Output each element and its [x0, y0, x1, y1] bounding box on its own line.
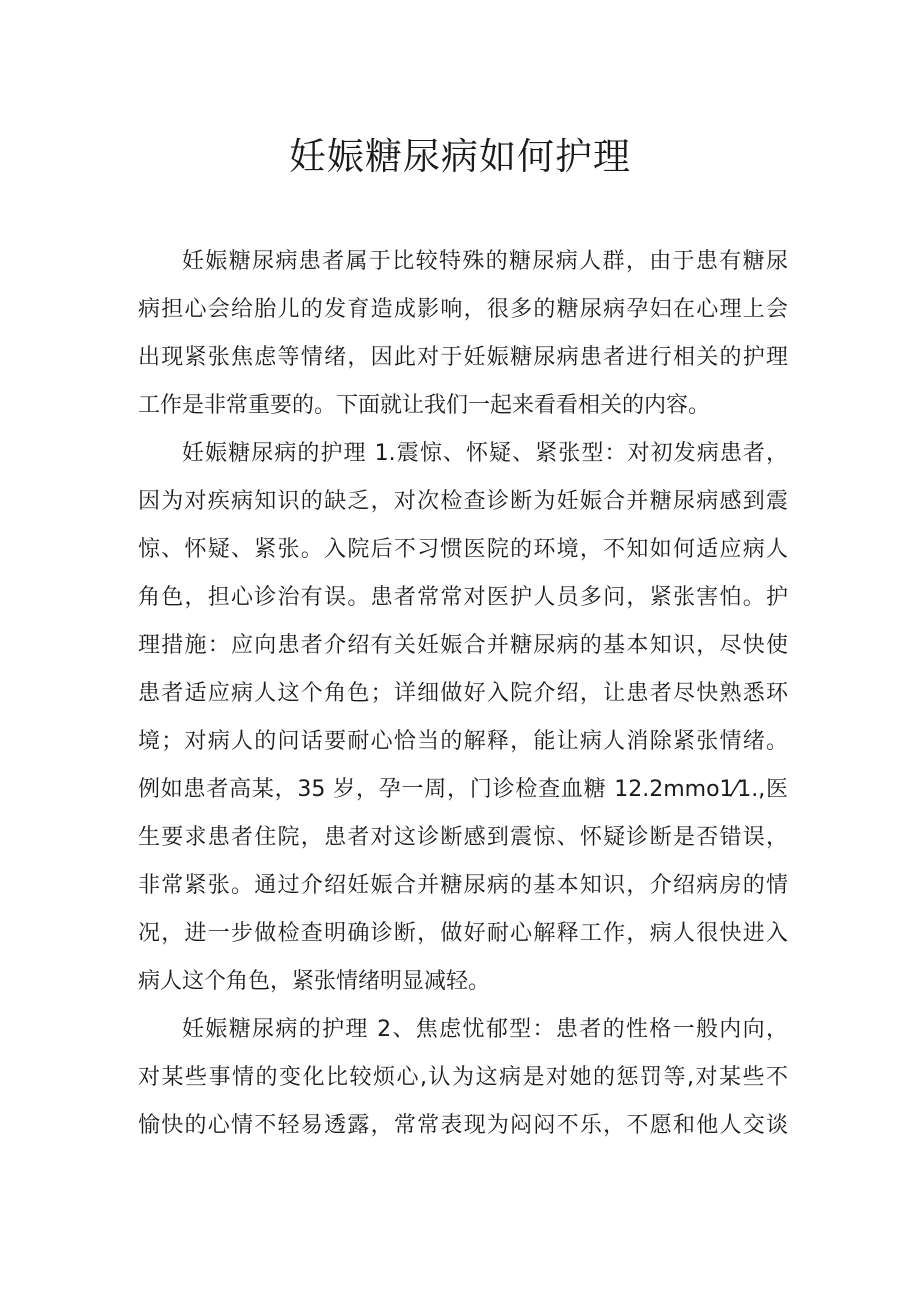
paragraph-1 — [138, 238, 788, 430]
text-line: 妊娠糖尿病的护理 2、焦虑忧郁型：患者的性格一般内向， — [182, 1017, 788, 1042]
text-line: 愉快的心情不轻易透露，常常表现为闷闷不乐，不愿和他人交谈 — [138, 1113, 788, 1138]
paragraph-3 — [138, 1006, 788, 1150]
text-line: 病担心会给胎儿的发育造成影响，很多的糖尿病孕妇在心理上会 — [138, 297, 788, 322]
text-line: 况，进一步做检查明确诊断，做好耐心解释工作，病人很快进入 — [138, 921, 788, 946]
text-line: 生要求患者住院，患者对这诊断感到震惊、怀疑诊断是否错误， — [138, 825, 788, 850]
text-line: 妊娠糖尿病患者属于比较特殊的糖尿病人群，由于患有糖尿 — [182, 249, 788, 274]
text-line: 惊、怀疑、紧张。入院后不习惯医院的环境，不知如何适应病人 — [138, 537, 788, 562]
text-line: 境；对病人的问话要耐心恰当的解释，能让病人消除紧张情绪。 — [138, 729, 788, 754]
text-line: 因为对疾病知识的缺乏，对次检查诊断为妊娠合并糖尿病感到震 — [138, 489, 788, 514]
text-line: 理措施：应向患者介绍有关妊娠合并糖尿病的基本知识，尽快使 — [138, 633, 788, 658]
text-line: 患者适应病人这个角色；详细做好入院介绍，让患者尽快熟悉环 — [138, 681, 788, 706]
text-line: 病人这个角色，紧张情绪明显减轻。 — [138, 969, 491, 994]
text-line: 例如患者高某，35 岁，孕一周，门诊检查血糖 12.2mmo1⁄1.,医 — [138, 777, 788, 802]
text-line: 妊娠糖尿病的护理 1.震惊、怀疑、紧张型：对初发病患者， — [182, 441, 788, 466]
paragraph-2 — [138, 430, 788, 1006]
text-line: 角色，担心诊治有误。患者常常对医护人员多问，紧张害怕。护 — [138, 585, 788, 610]
document-title: 妊娠糖尿病如何护理 — [289, 135, 631, 178]
text-line: 出现紧张焦虑等情绪，因此对于妊娠糖尿病患者进行相关的护理 — [138, 345, 788, 370]
text-line: 非常紧张。通过介绍妊娠合并糖尿病的基本知识，介绍病房的情 — [138, 873, 788, 898]
document-body — [138, 238, 788, 1150]
text-line: 对某些事情的变化比较烦心,认为这病是对她的惩罚等,对某些不 — [138, 1065, 788, 1090]
text-line: 工作是非常重要的。下面就让我们一起来看看相关的内容。 — [138, 393, 711, 418]
